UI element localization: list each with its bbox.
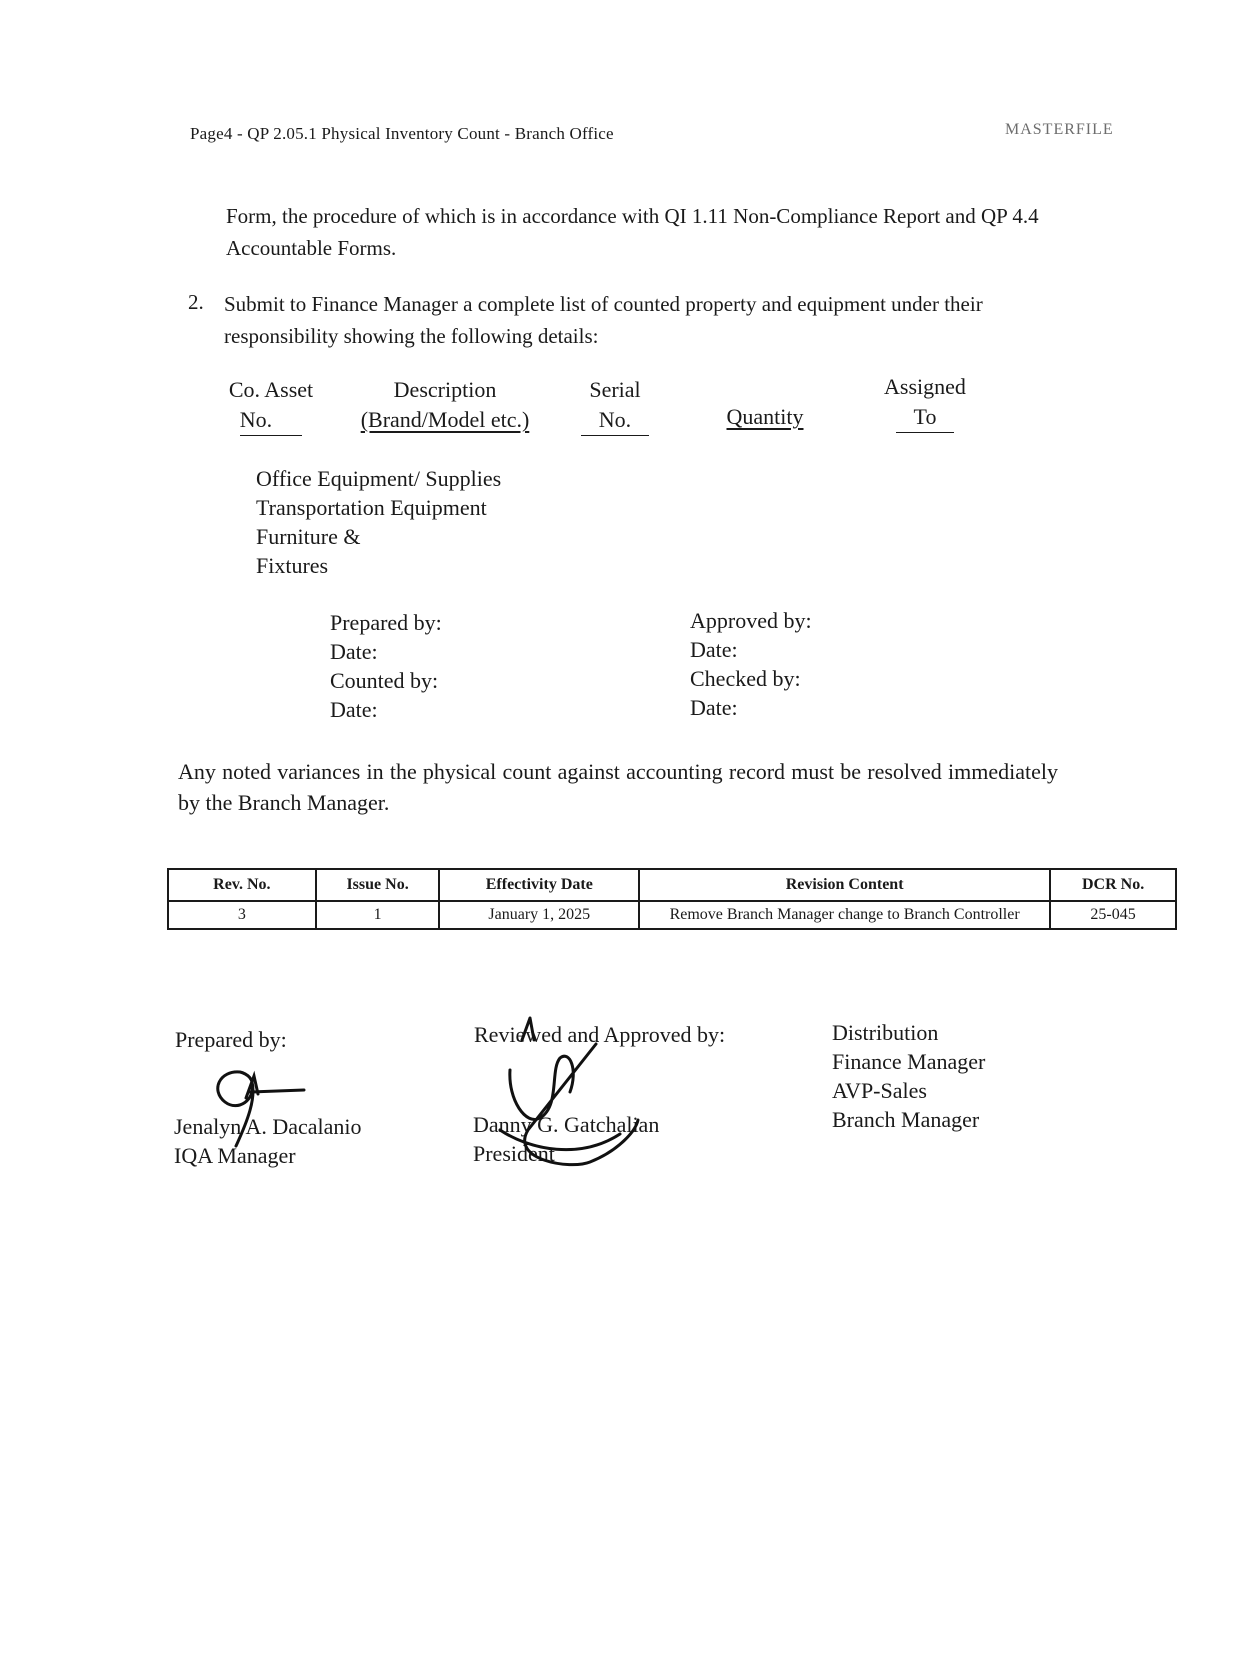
distribution-item: AVP-Sales	[832, 1078, 927, 1103]
table-header-cell: Effectivity Date	[439, 869, 639, 901]
category-item: Fixtures	[256, 553, 329, 578]
column-heading-line1: Co. Asset	[228, 377, 314, 402]
signoff-line: Checked by:	[690, 666, 801, 691]
column-heading-asset-no	[216, 375, 326, 436]
column-heading-line2: (Brand/Model etc.)	[360, 407, 530, 432]
signoff-line: Prepared by:	[330, 610, 442, 635]
signoff-line: Date:	[690, 637, 738, 662]
distribution-list	[832, 1018, 985, 1134]
category-item: Furniture &	[256, 524, 361, 549]
column-heading-line1: Description	[393, 377, 497, 402]
list-item-number: 2.	[188, 290, 204, 314]
distribution-item: Branch Manager	[832, 1107, 980, 1132]
table-header-cell: DCR No.	[1050, 869, 1176, 901]
column-heading-line1: Assigned	[884, 374, 966, 399]
category-item: Office Equipment/ Supplies	[256, 466, 502, 491]
variance-note: Any noted variances in the physical count against accounting record must be resolved immediately by the Branch Manager.	[178, 759, 1058, 815]
table-cell: 1	[316, 901, 440, 929]
prepared-by-label: Prepared by:	[175, 1027, 287, 1052]
table-header-cell: Issue No.	[316, 869, 440, 901]
column-heading-description	[340, 375, 550, 435]
signoff-right	[690, 606, 812, 722]
table-cell: 3	[168, 901, 316, 929]
category-list	[256, 464, 501, 580]
column-heading-line2: To	[896, 402, 955, 433]
column-heading-line2: No.	[581, 405, 649, 436]
category-item: Transportation Equipment	[256, 495, 487, 520]
table-cell: January 1, 2025	[439, 901, 639, 929]
masterfile-stamp: MASTERFILE	[1005, 121, 1114, 138]
paragraph-continuation: Form, the procedure of which is in accordance with QI 1.11 Non-Compliance Report and QP 4.4 Accountable Forms.	[226, 204, 1039, 260]
column-heading-line2: No.	[240, 405, 302, 436]
table-cell: 25-045	[1050, 901, 1176, 929]
approver-name: Danny G. Gatchalian	[473, 1112, 660, 1137]
approver-title: President	[473, 1141, 555, 1166]
column-heading-quantity	[700, 402, 830, 432]
signoff-left	[330, 608, 442, 724]
table-row	[168, 901, 1176, 929]
list-item-text: Submit to Finance Manager a complete list of counted property and equipment under their responsibility showing the following details:	[224, 292, 983, 348]
reviewed-approved-label: Reviewed and Approved by:	[474, 1022, 726, 1047]
column-heading-assigned-to	[870, 372, 980, 433]
preparer-signature	[200, 1060, 320, 1170]
signoff-line: Date:	[330, 639, 378, 664]
distribution-item: Finance Manager	[832, 1049, 986, 1074]
signoff-line: Approved by:	[690, 608, 812, 633]
signoff-line: Date:	[330, 697, 378, 722]
distribution-heading: Distribution	[832, 1020, 939, 1045]
table-cell: Remove Branch Manager change to Branch Controller	[639, 901, 1050, 929]
column-heading-serial-no	[570, 375, 660, 436]
revision-table	[167, 868, 1177, 930]
column-heading-line1: Serial	[589, 377, 641, 402]
column-heading-line2: Quantity	[726, 404, 804, 429]
preparer-name: Jenalyn A. Dacalanio	[174, 1114, 362, 1139]
signoff-line: Date:	[690, 695, 738, 720]
table-header-cell: Revision Content	[639, 869, 1050, 901]
signoff-line: Counted by:	[330, 668, 439, 693]
table-header-cell: Rev. No.	[168, 869, 316, 901]
approver-signature	[470, 1010, 670, 1180]
table-header-row	[168, 869, 1176, 901]
page-header-title: Page4 - QP 2.05.1 Physical Inventory Count - Branch Office	[190, 124, 614, 143]
preparer-title: IQA Manager	[174, 1143, 296, 1168]
